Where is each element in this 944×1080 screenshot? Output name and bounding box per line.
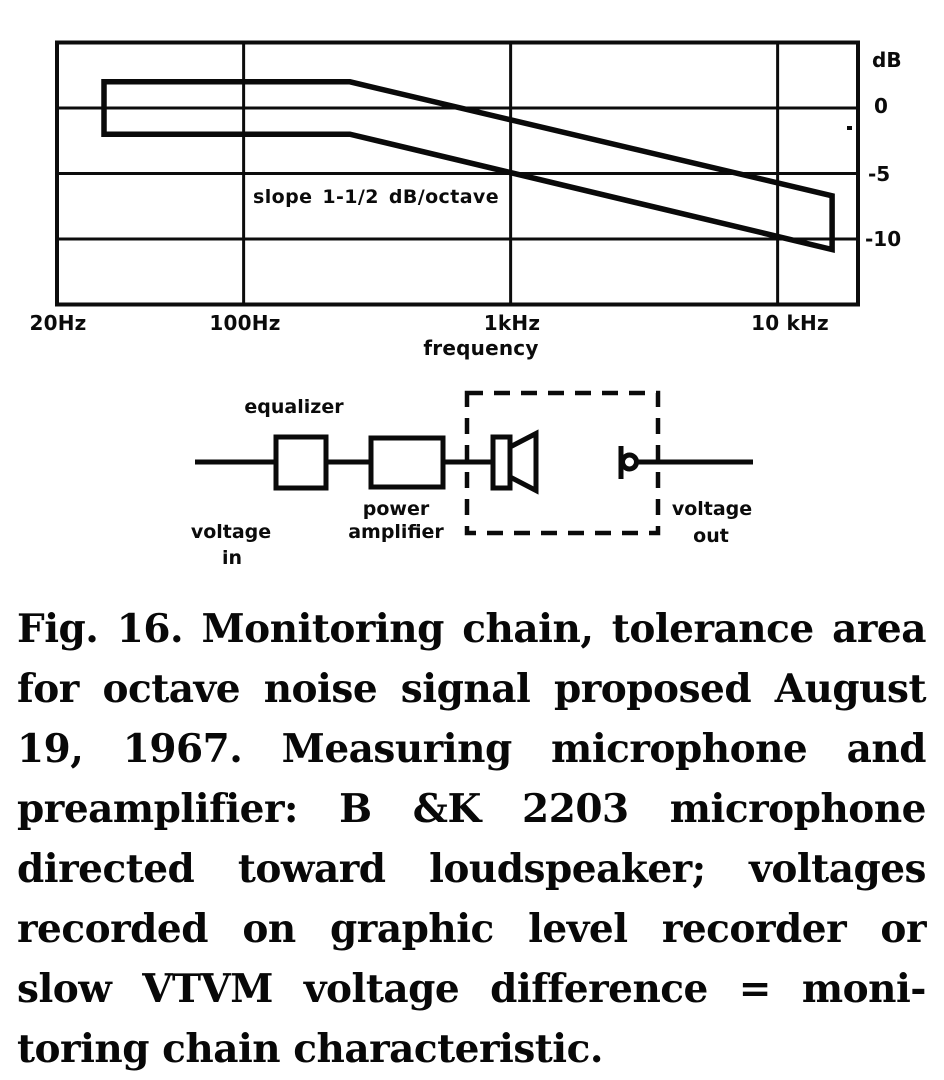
power-amplifier-box [371,438,443,487]
figure-caption [17,599,926,1079]
voltage-out-label-line2: out [693,525,729,547]
equalizer-box [276,437,326,488]
y-tick-0: 0 [874,94,888,118]
x-tick-10khz: 10 kHz [751,311,829,335]
caption-line: for octave noise signal proposed August [17,666,926,712]
slope-annotation: slope 1-1/2 dB/octave [253,186,499,208]
loudspeaker-driver [493,437,510,488]
caption-line: Fig. 16. Monitoring chain, tolerance area [17,606,926,652]
caption-line: slow VTVM voltage difference = moni- [17,966,926,1012]
x-tick-1khz: 1kHz [483,311,541,335]
y-axis-unit-label: dB [872,48,902,72]
scan-speck [847,126,852,130]
voltage-in-label-line2: in [221,547,243,569]
x-tick-100hz: 100Hz [209,311,281,335]
caption-line: 19, 1967. Measuring microphone and [17,726,926,772]
x-axis-title: frequency [423,336,539,360]
caption-line: directed toward loudspeaker; voltages [17,846,926,892]
voltage-in-label-line1: voltage [190,521,272,543]
loudspeaker-cone-icon [510,434,536,491]
tolerance-chart [57,43,858,305]
x-tick-20hz: 20Hz [29,311,87,335]
power-amplifier-label-line2: amplifier [348,521,444,543]
power-amplifier-label-line1: power [362,498,430,520]
equalizer-label: equalizer [244,396,344,418]
caption-line: recorded on graphic level recorder or [17,906,926,952]
y-tick-minus10: -10 [865,227,902,251]
caption-line: preamplifier: B &K 2203 microphone [17,786,926,832]
caption-line: toring chain characteristic. [17,1026,603,1072]
y-tick-minus5: -5 [868,162,891,186]
voltage-out-label-line1: voltage [671,498,753,520]
